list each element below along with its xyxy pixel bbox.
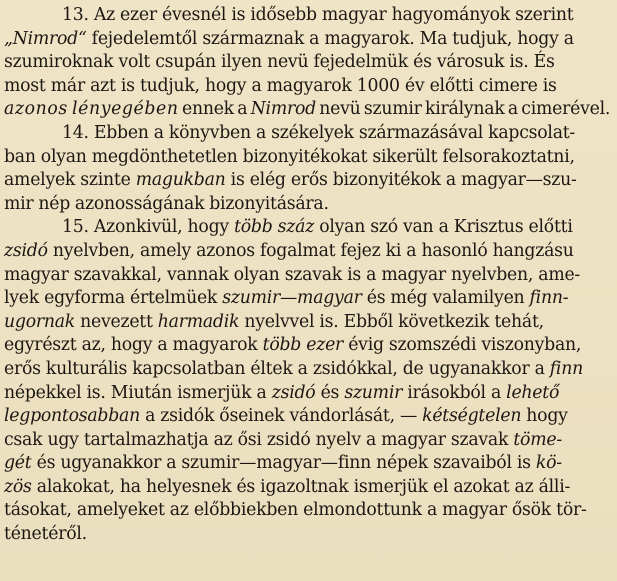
text-segment: nyelvben, amely azonos fogalmat fejez ki a hasonló hangzásu xyxy=(47,240,574,261)
paragraph-p13 xyxy=(4,4,611,122)
text-segment: a zsidók őseinek vándorlását, — xyxy=(140,406,423,427)
text-line xyxy=(4,193,611,217)
text-line xyxy=(4,499,611,523)
text-segment: is elég erős bizonyitékok a magyar—szu- xyxy=(225,170,577,191)
emphasis-text: kétségtelen xyxy=(422,406,522,427)
emphasis-text: gét xyxy=(4,453,32,474)
text-line xyxy=(4,358,611,382)
text-segment: és ugyanakkor a szumir—magyar—finn népek szavaiból is xyxy=(31,453,536,474)
text-segment: és még valamilyen xyxy=(361,288,530,309)
emphasis-text: finn xyxy=(549,358,583,379)
paragraph-p14 xyxy=(4,122,611,216)
text-line xyxy=(4,240,611,264)
text-line xyxy=(4,264,611,288)
text-segment: és xyxy=(315,382,345,403)
text-line xyxy=(4,169,611,193)
emphasis-text: azonos lényegében xyxy=(4,99,179,120)
emphasis-text: harmadik xyxy=(157,311,240,332)
text-line xyxy=(4,405,611,429)
text-line xyxy=(4,476,611,500)
text-segment: irásokból a xyxy=(402,382,507,403)
text-line xyxy=(4,311,611,335)
text-segment: 14. Ebben a könyvben a székelyek származásával kapcsolat- xyxy=(62,122,576,143)
text-line xyxy=(4,334,611,358)
emphasis-text: zsidó xyxy=(271,382,316,403)
text-segment: amelyek szinte xyxy=(4,170,136,191)
text-segment: lyek egyforma értelmüek xyxy=(4,288,223,309)
emphasis-text: zös xyxy=(4,476,32,497)
emphasis-text: „Nimrod“ xyxy=(4,28,87,49)
emphasis-text: zsidó xyxy=(4,240,48,261)
emphasis-text: lehető xyxy=(506,382,560,403)
text-line xyxy=(4,51,611,75)
text-line xyxy=(4,429,611,453)
text-segment: csak ugy tartalmazhatja az ősi zsidó nyelv a magyar szavak xyxy=(4,429,514,450)
text-line xyxy=(4,146,611,170)
text-segment: olyan szó van a Krisztus előtti xyxy=(314,217,573,238)
emphasis-text: töme- xyxy=(513,429,562,450)
text-line xyxy=(4,75,611,99)
text-segment: most már azt is tudjuk, hogy a magyarok 1000 év előtti cimere is xyxy=(4,75,557,96)
text-line xyxy=(4,122,611,146)
text-segment: népekkel is. Miután ismerjük a xyxy=(4,382,272,403)
text-segment: ennek a xyxy=(178,99,251,120)
text-segment: hogy xyxy=(521,406,568,427)
text-line xyxy=(4,523,611,547)
emphasis-text: szumir xyxy=(344,382,403,403)
emphasis-text: szumir—magyar xyxy=(222,288,362,309)
text-segment: ban olyan megdönthetetlen bizonyitékokat sikerült felsorakoztatni, xyxy=(4,146,575,167)
text-line xyxy=(4,382,611,406)
paragraph-p15 xyxy=(4,216,611,546)
emphasis-text: magukban xyxy=(135,170,226,191)
text-segment: ténetéről. xyxy=(4,524,87,545)
text-segment: erős kulturális kapcsolatban éltek a zsidókkal, de ugyanakkor a xyxy=(4,358,550,379)
text-segment: tásokat, amelyeket az előbbiekben elmondottunk a magyar ősök tör- xyxy=(4,500,587,521)
text-segment: 13. Az ezer évesnél is idősebb magyar hagyományok szerint xyxy=(62,5,574,25)
emphasis-text: legpontosabban xyxy=(4,406,140,427)
text-segment: 15. Azonkivül, hogy xyxy=(62,217,235,238)
text-line xyxy=(4,28,611,52)
emphasis-text: ugornak xyxy=(4,311,76,332)
text-segment: egyrészt az, hogy a magyarok xyxy=(4,335,263,356)
text-line xyxy=(4,452,611,476)
emphasis-text: kö- xyxy=(535,453,562,474)
emphasis-text: több száz xyxy=(234,217,315,238)
text-segment: évig szomszédi viszonyban, xyxy=(343,335,582,356)
text-segment: nevü szumir királynak a cimerével. xyxy=(315,99,611,120)
page-text xyxy=(4,4,611,547)
emphasis-text: több ezer xyxy=(262,335,344,356)
text-line xyxy=(4,216,611,240)
text-segment: szumiroknak volt csupán ilyen nevü fejedelmük és városuk is. És xyxy=(4,52,555,73)
emphasis-text: Nimrod xyxy=(250,99,316,120)
text-line xyxy=(4,4,611,28)
text-line xyxy=(4,98,611,122)
text-segment: magyar szavakkal, vannak olyan szavak is a magyar nyelvben, ame- xyxy=(4,264,581,285)
text-segment: nyelvvel is. Ebből következik tehát, xyxy=(239,311,544,332)
text-line xyxy=(4,287,611,311)
text-segment: nevezett xyxy=(75,311,158,332)
text-segment: fejedelemtől származnak a magyarok. Ma tudjuk, hogy a xyxy=(86,28,574,49)
emphasis-text: finn- xyxy=(529,288,569,309)
text-segment: alakokat, ha helyesnek és igazoltnak ismerjük el azokat az álli- xyxy=(31,476,571,497)
text-segment: mir nép azonosságának bizonyitására. xyxy=(4,193,329,214)
